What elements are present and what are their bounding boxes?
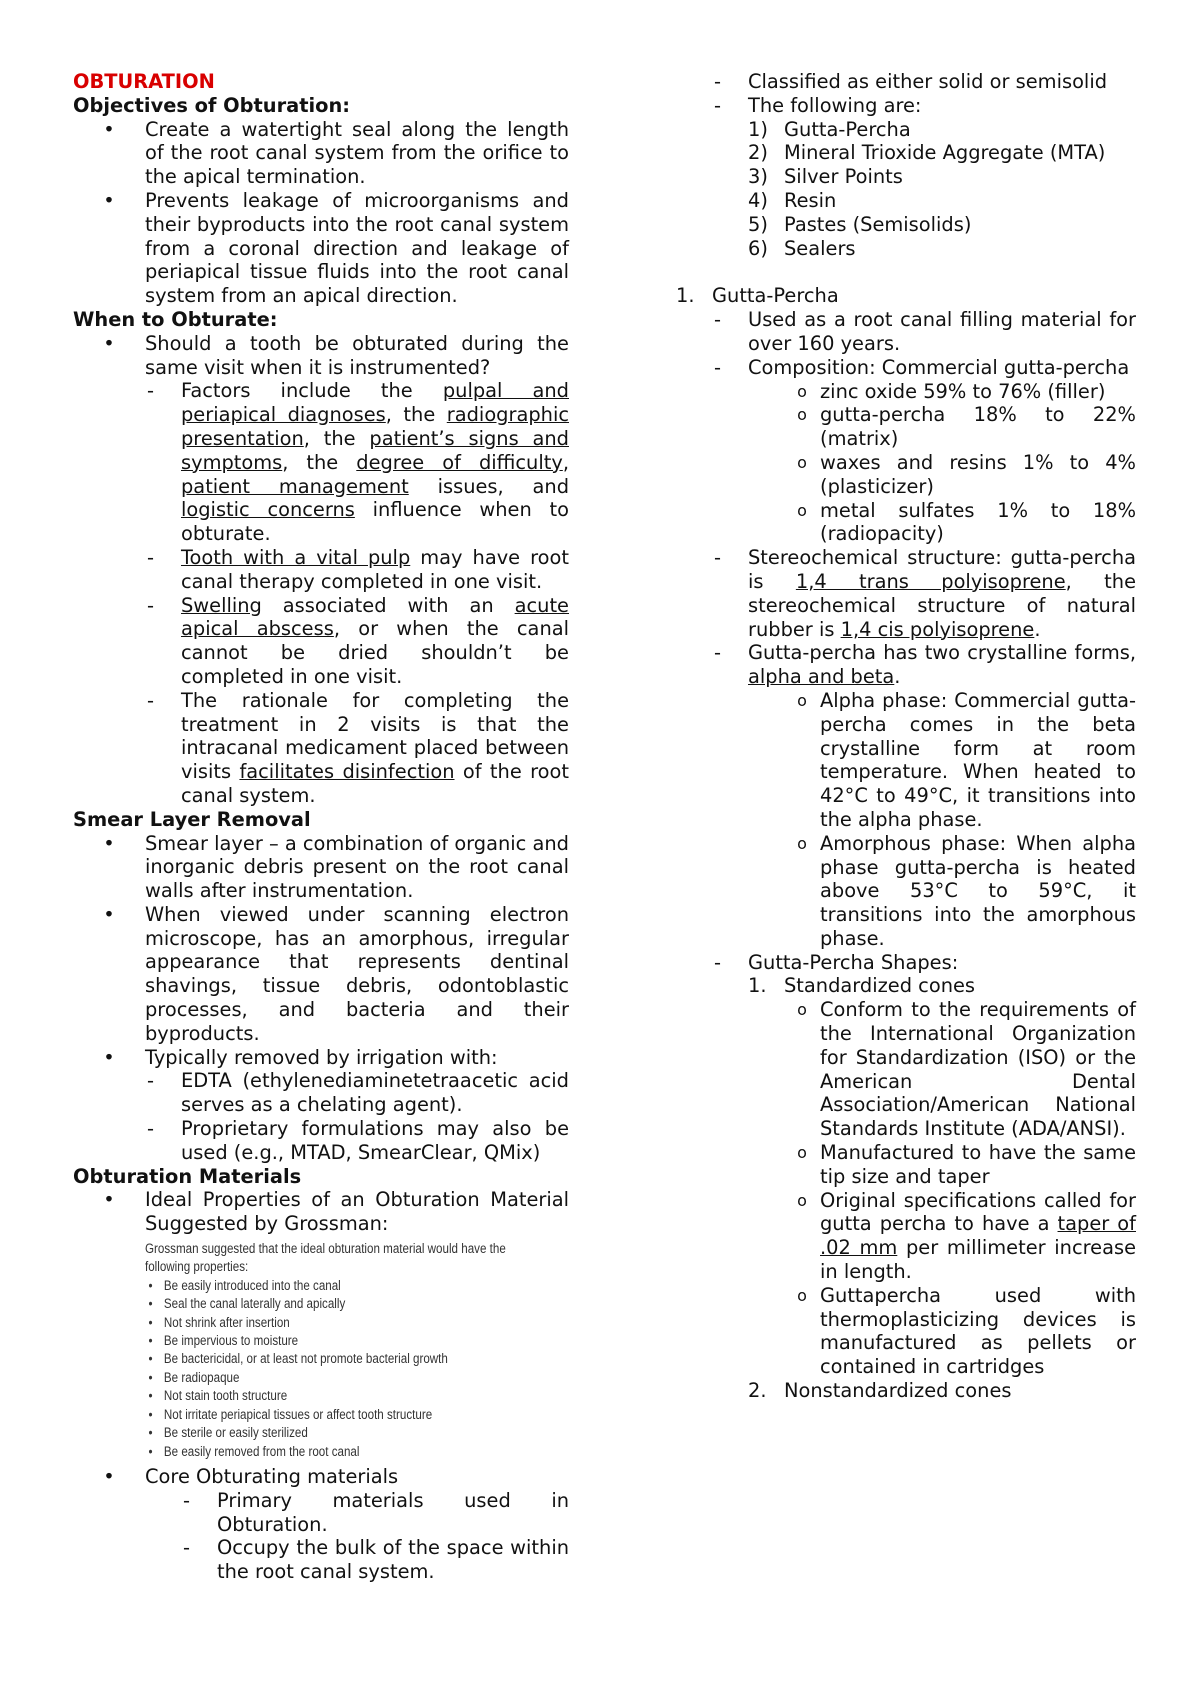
circle-bullet-icon: o xyxy=(797,690,807,710)
bullet-icon: • xyxy=(103,902,115,926)
list-item: - The following are: xyxy=(714,93,922,117)
circle-bullet-icon: o xyxy=(797,1285,807,1305)
circle-bullet-icon: o xyxy=(797,833,807,853)
list-item: o Guttapercha used with thermoplasticizing devices is manufactured as pellets or contained in cartridges xyxy=(784,1284,1136,1379)
list-item: o Alpha phase: Commercial gutta-percha comes in the beta crystalline form at room temperature. When heated to 42°C to 49°C, it transitions into the alpha phase. xyxy=(784,689,1136,832)
list-number: 1. xyxy=(748,974,767,998)
bullet-icon: • xyxy=(103,1464,115,1488)
bullet-icon: • xyxy=(103,831,115,855)
circle-bullet-icon: o xyxy=(797,500,807,520)
dash-icon: - xyxy=(714,308,721,332)
objectives-heading: Objectives of Obturation: xyxy=(73,93,351,117)
figure-list-item: • Not shrink after insertion xyxy=(145,1314,523,1332)
list-item: 3) Silver Points xyxy=(748,165,903,189)
stereo-item: - Stereochemical structure: gutta-percha is 1,4 trans polyisoprene, the stereochemical structure of natural rubber is 1,4 cis polyisoprene. xyxy=(714,546,1137,641)
grossman-properties-image xyxy=(145,1240,523,1461)
circle-bullet-icon: o xyxy=(797,1143,807,1163)
list-item: 6) Sealers xyxy=(748,236,856,260)
circle-bullet-icon: o xyxy=(797,1190,807,1210)
list-item: 1) Gutta-Percha xyxy=(748,117,911,141)
dash-icon: - xyxy=(147,593,154,617)
list-item: - Gutta-Percha Shapes: xyxy=(714,950,959,974)
smear-heading: Smear Layer Removal xyxy=(73,807,311,831)
circle-bullet-icon: o xyxy=(797,405,807,425)
figure-list-item: • Be impervious to moisture xyxy=(145,1332,523,1350)
list-item: o gutta-percha 18% to 22% (matrix) xyxy=(784,403,1136,451)
list-item: • Smear layer – a combination of organic and inorganic debris present on the root canal walls after instrumentation. xyxy=(73,832,569,903)
dash-icon: - xyxy=(147,1117,154,1141)
list-item: - Classified as either solid or semisolid xyxy=(714,70,1108,93)
bullet-icon: • xyxy=(103,1188,115,1212)
bullet-icon: • xyxy=(148,1425,153,1441)
dash-icon: - xyxy=(147,1069,154,1093)
figure-list-item: • Be sterile or easily sterilized xyxy=(145,1424,523,1442)
bullet-icon: • xyxy=(148,1388,153,1404)
list-number: 5) xyxy=(748,212,768,236)
list-item: - Used as a root canal filling material for over 160 years. xyxy=(714,308,1136,355)
figure-list-item: • Seal the canal laterally and apically xyxy=(145,1295,523,1313)
dash-icon: - xyxy=(183,1488,190,1512)
list-item: - Composition: Commercial gutta-percha xyxy=(714,355,1130,379)
bullet-icon: • xyxy=(148,1277,153,1293)
list-item: 5) Pastes (Semisolids) xyxy=(748,212,972,236)
bullet-icon: • xyxy=(103,331,115,355)
materials-heading: Obturation Materials xyxy=(73,1164,302,1188)
bullet-icon: • xyxy=(103,188,115,212)
list-number: 1. xyxy=(676,284,695,308)
list-item: - Proprietary formulations may also be used (e.g., MTAD, SmearClear, QMix) xyxy=(147,1117,569,1164)
list-item: • Should a tooth be obturated during the same visit when it is instrumented? xyxy=(73,332,569,380)
figure-list-item: • Not stain tooth structure xyxy=(145,1387,523,1405)
figure-intro: Grossman suggested that the ideal obturation material would have the following properties: xyxy=(145,1241,506,1275)
circle-bullet-icon: o xyxy=(797,1000,807,1020)
right-column xyxy=(676,70,1137,1403)
bullet-icon: • xyxy=(103,1045,115,1069)
list-item: o Amorphous phase: When alpha phase gutta-percha is heated above 53°C to 59°C, it transitions into the amorphous phase. xyxy=(784,832,1136,951)
list-item: - EDTA (ethylenediaminetetraacetic acid serves as a chelating agent). xyxy=(147,1069,569,1117)
bullet-icon: • xyxy=(148,1406,153,1422)
left-column xyxy=(73,70,569,1584)
list-item: • Ideal Properties of an Obturation Material Suggested by Grossman: xyxy=(73,1188,569,1236)
bullet-icon: • xyxy=(148,1443,153,1459)
dash-icon: - xyxy=(714,93,721,117)
figure-list-item: • Be radiopaque xyxy=(145,1369,523,1387)
bullet-icon: • xyxy=(103,117,115,141)
vital-pulp-item: - Tooth with a vital pulp may have root canal therapy completed in one visit. xyxy=(147,545,569,593)
bullet-icon: • xyxy=(148,1296,153,1312)
dash-icon: - xyxy=(147,379,154,403)
dash-icon: - xyxy=(714,546,721,570)
circle-bullet-icon: o xyxy=(797,381,807,401)
list-item: • Prevents leakage of microorganisms and their byproducts into the root canal system from a coronal direction and leakage of periapical tissue fluids into the root canal system from an apical direction. xyxy=(73,189,569,308)
list-item: • When viewed under scanning electron microscope, has an amorphous, irregular appearance that represents dentinal shavings, tissue debris, odontoblastic processes, and bacteria and their byproducts. xyxy=(73,903,569,1046)
list-item: o zinc oxide 59% to 76% (filler) xyxy=(784,380,1136,404)
swelling-item: - Swelling associated with an acute apical abscess, or when the canal cannot be dried shouldn’t be completed in one visit. xyxy=(147,593,570,688)
figure-list-item: • Be bactericidal, or at least not promote bacterial growth xyxy=(145,1350,523,1368)
dash-icon: - xyxy=(147,545,154,569)
figure-list-item: • Be easily removed from the root canal xyxy=(145,1443,523,1461)
bullet-icon: • xyxy=(148,1333,153,1349)
bullet-icon: • xyxy=(148,1314,153,1330)
list-number: 3) xyxy=(748,165,768,189)
circle-bullet-icon: o xyxy=(797,452,807,472)
when-heading: When to Obturate: xyxy=(73,307,278,331)
dash-icon: - xyxy=(147,688,154,712)
list-item: 2) Mineral Trioxide Aggregate (MTA) xyxy=(748,141,1106,165)
list-item: 1. Standardized cones xyxy=(748,974,976,998)
list-item: 4) Resin xyxy=(748,188,837,212)
list-item: - Occupy the bulk of the space within the root canal system. xyxy=(183,1536,569,1584)
list-item: • Typically removed by irrigation with: xyxy=(73,1046,569,1070)
list-item: • Create a watertight seal along the length of the root canal system from the orifice to the apical termination. xyxy=(73,118,569,189)
dash-icon: - xyxy=(714,950,721,974)
list-number: 2) xyxy=(748,141,768,165)
list-item: 2. Nonstandardized cones xyxy=(748,1379,1012,1403)
factors-item: - Factors include the pulpal and periapical diagnoses, the radiographic presentation, the patient’s signs and symptoms, the degree of difficulty, patient management issues, and logistic concerns influence when to obturate. xyxy=(147,379,570,546)
dash-icon: - xyxy=(714,70,721,93)
list-item: o Conform to the requirements of the International Organization for Standardization (ISO) or the American Dental Association/American National Standards Institute (ADA/ANSI). xyxy=(784,998,1136,1141)
figure-list-item: • Not irritate periapical tissues or affect tooth structure xyxy=(145,1406,523,1424)
dash-icon: - xyxy=(714,641,721,665)
list-item: • Core Obturating materials xyxy=(73,1465,569,1489)
list-number: 2. xyxy=(748,1379,767,1403)
list-item: o Manufactured to have the same tip size and taper xyxy=(784,1141,1136,1189)
list-item: - Primary materials used in Obturation. xyxy=(183,1488,569,1536)
original-spec-item: o Original specifications called for gutta percha to have a taper of .02 mm per millimeter increase in length. xyxy=(784,1189,1136,1284)
rationale-item: - The rationale for completing the treatment in 2 visits is that the intracanal medicament placed between visits facilitates disinfection of the root canal system. xyxy=(147,688,569,807)
list-number: 1) xyxy=(748,117,768,141)
list-item: o metal sulfates 1% to 18% (radiopacity) xyxy=(784,499,1136,547)
bullet-icon: • xyxy=(148,1351,153,1367)
bullet-icon: • xyxy=(148,1369,153,1385)
document-title: OBTURATION xyxy=(73,70,215,93)
dash-icon: - xyxy=(183,1536,190,1560)
list-number: 4) xyxy=(748,188,768,212)
figure-list-item: • Be easily introduced into the canal xyxy=(145,1277,523,1295)
gutta-percha-heading: 1. Gutta-Percha xyxy=(676,284,839,308)
dash-icon: - xyxy=(714,355,721,379)
list-number: 6) xyxy=(748,236,768,260)
list-item: o waxes and resins 1% to 4% (plasticizer) xyxy=(784,451,1136,499)
forms-item: - Gutta-percha has two crystalline forms, alpha and beta. xyxy=(714,641,1136,689)
